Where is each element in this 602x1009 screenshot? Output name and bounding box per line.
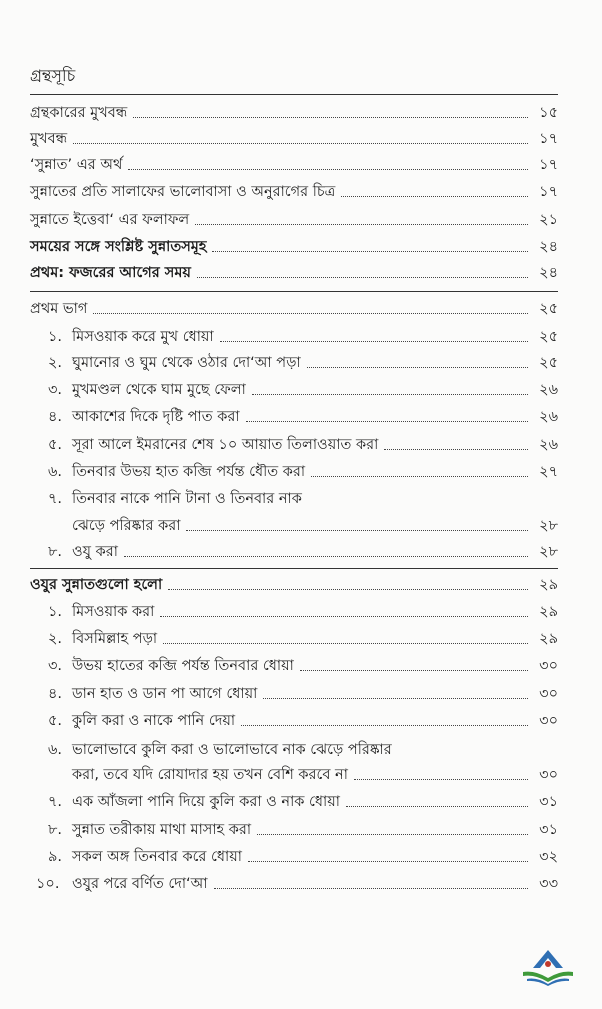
toc-entry-number: ৭. [48, 491, 63, 507]
toc-entry-label: মিসওয়াক করে মুখ ধোয়া [72, 329, 214, 345]
toc-entry-page: ২৫ [539, 301, 558, 317]
toc-entry-number: ৩. [48, 658, 63, 674]
toc-entry-page: ১৭ [539, 131, 558, 147]
toc-entry-page: ৩২ [539, 849, 558, 865]
toc-row[interactable] [48, 484, 558, 508]
dot-leader [257, 834, 528, 835]
dot-leader [73, 143, 528, 144]
toc-entry-page: ১৭ [539, 157, 558, 173]
toc-entry-page: ১৭ [539, 184, 558, 200]
toc-entry-label: উভয় হাতের কব্জি পর্যন্ত তিনবার ধোয়া [72, 658, 294, 674]
toc-entry-number: ৮. [48, 544, 63, 560]
dot-leader [214, 888, 528, 889]
dot-leader [346, 806, 528, 807]
dot-leader [252, 394, 528, 395]
dot-leader [212, 251, 528, 252]
toc-entry-page: ২৪ [539, 265, 558, 281]
toc-entry-page: ৩১ [539, 794, 558, 810]
dot-leader [93, 313, 528, 314]
toc-entry-label: সময়ের সঙ্গে সংশ্লিষ্ট সুন্নাতসমূহ [30, 239, 207, 255]
toc-entry-label: ‘সুন্নাত’ এর অর্থ [30, 157, 123, 173]
divider [30, 568, 558, 569]
publisher-logo [519, 948, 577, 988]
toc-row[interactable] [48, 815, 558, 839]
toc-entry-label: আকাশের দিকে দৃষ্টি পাত করা [72, 409, 240, 425]
toc-entry-label: মুখমণ্ডল থেকে ঘাম মুছে ফেলা [72, 382, 246, 398]
toc-row[interactable] [30, 150, 558, 174]
toc-entry-page: ২৮ [539, 544, 558, 560]
toc-entry-label-continued: ঝেড়ে পরিষ্কার করা [72, 518, 181, 534]
toc-entry-number: ৫. [48, 713, 63, 729]
toc-entry-page: ২৯ [539, 577, 558, 593]
dot-leader [128, 169, 528, 170]
toc-entry-number: ৬. [48, 464, 63, 480]
toc-row[interactable] [30, 177, 558, 201]
toc-entry-page: ৩০ [539, 713, 558, 729]
toc-entry-label: সুন্নাতে ইত্তেবা‘ এর ফলাফল [30, 212, 190, 228]
toc-entry-number: ৯. [48, 849, 63, 865]
toc-row[interactable] [48, 402, 558, 426]
dot-leader [195, 224, 528, 225]
toc-row[interactable] [36, 869, 558, 893]
toc-entry-page: ২৬ [539, 382, 558, 398]
toc-row-continuation[interactable] [48, 511, 558, 535]
toc-entry-label: সুন্নাতের প্রতি সালাফের ভালোবাসা ও অনুরাগের চিত্র [30, 184, 336, 200]
toc-row[interactable] [48, 735, 558, 759]
toc-row[interactable] [48, 624, 558, 648]
toc-row[interactable] [30, 205, 558, 229]
toc-entry-label: গ্রন্থকারের মুখবন্ধ [30, 105, 128, 121]
dot-leader [220, 341, 528, 342]
toc-entry-label: ঘুমানোর ও ঘুম থেকে ওঠার দো‘আ পড়া [72, 355, 301, 371]
dot-leader [248, 861, 528, 862]
toc-row[interactable] [30, 232, 558, 256]
toc-entry-page: ২১ [539, 212, 558, 228]
dot-leader [311, 476, 528, 477]
toc-row[interactable] [30, 98, 558, 122]
toc-entry-page: ২৯ [539, 631, 558, 647]
toc-row[interactable] [48, 375, 558, 399]
toc-entry-label: ওযুর সুন্নাতগুলো হলো [30, 577, 163, 593]
divider [30, 291, 558, 292]
toc-row-continuation[interactable] [48, 760, 558, 784]
toc-entry-number: ৪. [48, 409, 63, 425]
toc-entry-number: ২. [48, 631, 63, 647]
toc-entry-page: ৩১ [539, 822, 558, 838]
toc-entry-label: ডান হাত ও ডান পা আগে ধোয়া [72, 686, 258, 702]
toc-entry-label-continued: করা, তবে যদি রোযাদার হয় তখন বেশি করবে না [72, 767, 348, 783]
toc-entry-label: এক আঁজলা পানি দিয়ে কুলি করা ও নাক ধোয়া [72, 794, 340, 810]
logo-dot [545, 961, 551, 967]
toc-entry-page: ৩০ [539, 658, 558, 674]
dot-leader [186, 530, 528, 531]
dot-leader [384, 449, 528, 450]
toc-entry-page: ১৫ [539, 105, 558, 121]
toc-entry-page: ৩৩ [539, 876, 558, 892]
toc-entry-label: ভালোভাবে কুলি করা ও ভালোভাবে নাক ঝেড়ে পরিষ্কার [72, 742, 392, 758]
dot-leader [168, 589, 528, 590]
toc-row[interactable] [48, 430, 558, 454]
toc-entry-number: ১. [48, 329, 63, 345]
toc-entry-number: ২. [48, 355, 63, 371]
toc-entry-number: ১০. [36, 876, 60, 892]
dot-leader [197, 277, 528, 278]
toc-row[interactable] [48, 322, 558, 346]
toc-entry-page: ২৬ [539, 409, 558, 425]
toc-entry-number: ৭. [48, 794, 63, 810]
toc-row[interactable] [48, 597, 558, 621]
toc-entry-page: ২৭ [539, 464, 558, 480]
divider [30, 94, 558, 95]
toc-entry-label: ওযুর পরে বর্ণিত দো‘আ [72, 876, 208, 892]
toc-row[interactable] [48, 457, 558, 481]
toc-entry-page: ২৮ [539, 518, 558, 534]
toc-entry-number: ৫. [48, 437, 63, 453]
toc-row[interactable] [30, 258, 558, 282]
dot-leader [263, 698, 528, 699]
toc-row[interactable] [48, 679, 558, 703]
toc-entry-number: ৩. [48, 382, 63, 398]
toc-entry-page: ৩০ [539, 686, 558, 702]
dot-leader [341, 196, 528, 197]
toc-entry-page: ২৫ [539, 355, 558, 371]
toc-row[interactable] [48, 537, 558, 561]
toc-row[interactable] [48, 348, 558, 372]
toc-entry-number: ৪. [48, 686, 63, 702]
toc-entry-label: প্রথম ভাগ [30, 301, 88, 317]
toc-entry-label: মুখবন্ধ [30, 131, 68, 147]
toc-entry-label: কুলি করা ও নাকে পানি দেয়া [72, 713, 236, 729]
toc-entry-number: ১. [48, 604, 63, 620]
toc-entry-label: সকল অঙ্গ তিনবার করে ধোয়া [72, 849, 242, 865]
toc-entry-label: সূরা আলে ইমরানের শেষ ১০ আয়াত তিলাওয়াত করা [72, 437, 379, 453]
toc-entry-page: ২৯ [539, 604, 558, 620]
dot-leader [160, 616, 528, 617]
toc-row[interactable] [48, 706, 558, 730]
toc-entry-label: তিনবার নাকে পানি টানা ও তিনবার নাক [72, 491, 302, 507]
toc-row[interactable] [48, 651, 558, 675]
dot-leader [246, 421, 528, 422]
toc-row[interactable] [30, 124, 558, 148]
toc-row[interactable] [48, 787, 558, 811]
toc-entry-page: ২৫ [539, 329, 558, 345]
dot-leader [133, 117, 528, 118]
toc-entry-label: সুন্নাত তরীকায় মাথা মাসাহ করা [72, 822, 252, 838]
toc-entry-page: ২৪ [539, 239, 558, 255]
toc-row[interactable] [30, 570, 558, 594]
toc-entry-label: প্রথম: ফজরের আগের সময় [30, 265, 191, 281]
dot-leader [300, 670, 528, 671]
dot-leader [241, 725, 528, 726]
toc-entry-label: মিসওয়াক করা [72, 604, 155, 620]
toc-row[interactable] [48, 842, 558, 866]
toc-row[interactable] [30, 294, 558, 318]
toc-entry-label: বিসমিল্লাহ পড়া [72, 631, 158, 647]
toc-entry-number: ৬. [48, 742, 63, 758]
toc-entry-label: তিনবার উভয় হাত কব্জি পর্যন্ত ধৌত করা [72, 464, 306, 480]
toc-entry-page: ২৬ [539, 437, 558, 453]
dot-leader [307, 367, 528, 368]
dot-leader [163, 643, 528, 644]
toc-entry-number: ৮. [48, 822, 63, 838]
toc-entry-label: ওযু করা [72, 544, 118, 560]
toc-title: গ্রন্থসূচি [30, 66, 76, 85]
dot-leader [124, 556, 528, 557]
dot-leader [354, 779, 528, 780]
toc-entry-page: ৩০ [539, 767, 558, 783]
